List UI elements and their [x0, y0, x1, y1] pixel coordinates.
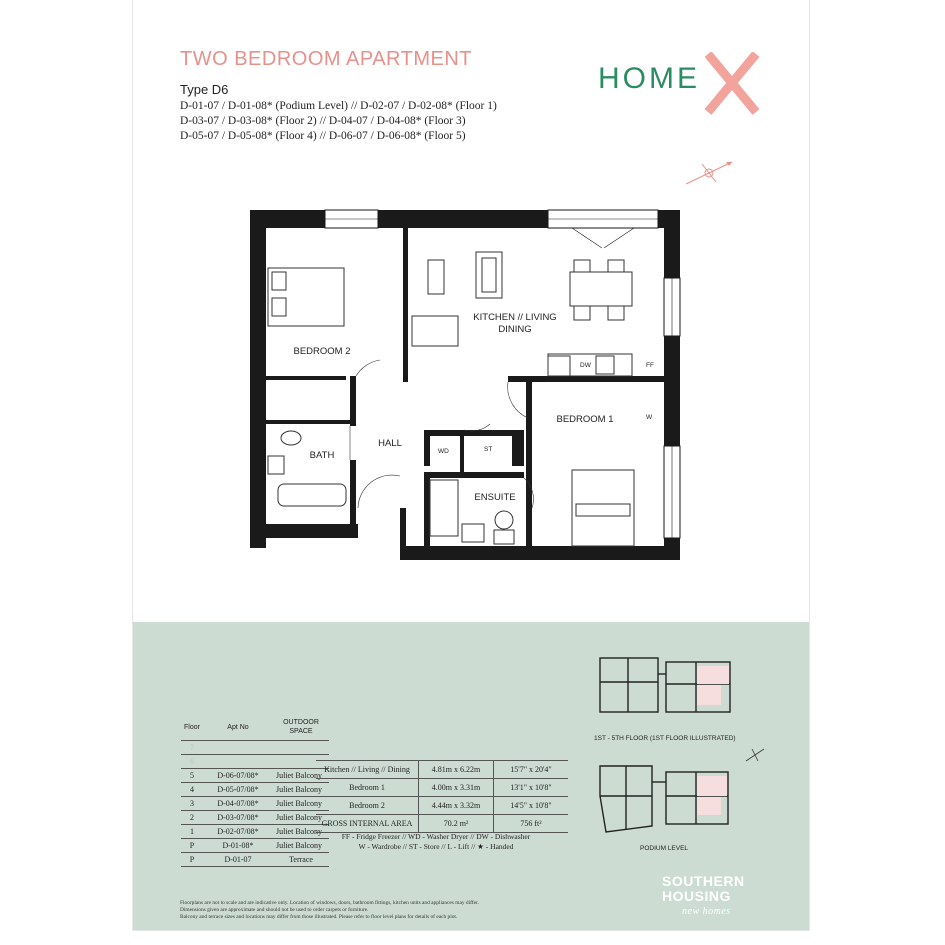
north-compass-icon	[682, 156, 738, 190]
floor-cell: 5	[181, 769, 203, 783]
disclaimer-line: Balcony and terrace sizes and locations may differ from those illustrated. Please refer to floor level plans for details of each plot.	[180, 914, 458, 920]
table-row	[181, 811, 329, 825]
room-label-bedroom2: BEDROOM 2	[293, 346, 351, 357]
tag-dw: DW	[580, 362, 591, 369]
outdoor-header: OUTDOOR SPACE	[273, 718, 329, 741]
imperial-cell: 15'7" x 20'4"	[494, 761, 569, 779]
outdoor-cell: Juliet Balcony	[273, 797, 329, 811]
room-cell: Bedroom 2	[316, 797, 419, 815]
apt-cell: D-06-07/08*	[203, 769, 273, 783]
floor-table	[181, 718, 329, 867]
metric-cell: 70.2 m²	[419, 815, 494, 833]
unit-list	[180, 99, 497, 144]
room-cell: GROSS INTERNAL AREA	[316, 815, 419, 833]
brand-line: HOUSING	[662, 888, 731, 904]
page-title: TWO BEDROOM APARTMENT	[180, 48, 472, 70]
imperial-cell: 756 ft²	[494, 815, 569, 833]
room-label-ensuite: ENSUITE	[474, 492, 516, 503]
table-row	[316, 815, 568, 833]
room-cell: Bedroom 1	[316, 779, 419, 797]
logo-x-mark	[598, 52, 763, 116]
room-label-bedroom1: BEDROOM 1	[556, 414, 614, 425]
outdoor-cell: Juliet Balcony	[273, 769, 329, 783]
unit-line: D-05-07 / D-05-08* (Floor 4) // D-06-07 / D-06-08* (Floor 5)	[180, 130, 466, 142]
table-row	[316, 797, 568, 815]
outdoor-cell: Terrace	[273, 853, 329, 867]
outdoor-cell: Juliet Balcony	[273, 839, 329, 853]
table-row	[181, 769, 329, 783]
keyplan-compass-icon	[744, 746, 766, 764]
disclaimer	[180, 900, 600, 921]
room-label-kitchen: KITCHEN // LIVING	[473, 312, 557, 323]
highlight-unit	[697, 776, 727, 796]
upper-floor-keyplan	[596, 654, 736, 716]
apartment-type: Type D6	[180, 82, 229, 97]
brand-line: SOUTHERN	[662, 873, 745, 889]
table-row	[181, 853, 329, 867]
podium-keyplan-label: PODIUM LEVEL	[640, 845, 689, 852]
unit-line: D-01-07 / D-01-08* (Podium Level) // D-02-07 / D-02-08* (Floor 1)	[180, 100, 497, 112]
floor-cell: 7	[181, 741, 203, 755]
imperial-cell: 13'1" x 10'8"	[494, 779, 569, 797]
table-row	[181, 783, 329, 797]
legend-line: FF - Fridge Freezer // WD - Washer Dryer // DW - Dishwasher	[341, 832, 531, 841]
apt-cell: D-04-07/08*	[203, 797, 273, 811]
apt-cell: D-02-07/08*	[203, 825, 273, 839]
room-label-hall: HALL	[378, 438, 402, 449]
outdoor-cell: Juliet Balcony	[273, 811, 329, 825]
metric-cell: 4.44m x 3.32m	[419, 797, 494, 815]
floor-cell: 1	[181, 825, 203, 839]
outdoor-cell	[273, 741, 329, 755]
area-table	[316, 760, 568, 833]
outdoor-cell: Juliet Balcony	[273, 783, 329, 797]
floor-cell: 4	[181, 783, 203, 797]
table-row	[181, 755, 329, 769]
legend-line: W - Wardrobe // ST - Store // L - Lift // ★ - Handed	[358, 842, 514, 851]
upper-keyplan-label: 1ST - 5TH FLOOR (1ST FLOOR ILLUSTRATED)	[594, 735, 736, 742]
table-row	[181, 741, 329, 755]
floor-cell: P	[181, 839, 203, 853]
unit-line: D-03-07 / D-03-08* (Floor 2) // D-04-07 / D-04-08* (Floor 3)	[180, 115, 466, 127]
outdoor-cell: Juliet Balcony	[273, 825, 329, 839]
apt-cell	[203, 755, 273, 769]
apt-cell: D-01-08*	[203, 839, 273, 853]
table-row	[316, 779, 568, 797]
floor-plan-drawing	[250, 208, 686, 560]
tag-ff: FF	[646, 362, 654, 369]
floor-cell: 6	[181, 755, 203, 769]
imperial-cell: 14'5" x 10'8"	[494, 797, 569, 815]
table-row	[316, 761, 568, 779]
highlight-unit	[697, 797, 721, 815]
metric-cell: 4.00m x 3.31m	[419, 779, 494, 797]
room-label-dining: DINING	[498, 324, 532, 335]
disclaimer-line: Dimensions given are approximate and should not be used to order carpets or furniture.	[180, 907, 369, 913]
apt-cell: D-01-07	[203, 853, 273, 867]
metric-cell: 4.81m x 6.22m	[419, 761, 494, 779]
logo-text: HOME	[598, 62, 700, 95]
table-row	[181, 839, 329, 853]
apt-header: Apt No	[203, 718, 273, 741]
disclaimer-line: Floorplans are not to scale and are indicative only. Location of windows, doors, bathroom fittings, kitchen units and appliances may differ.	[180, 900, 479, 906]
room-cell: Kitchen // Living // Dining	[316, 761, 419, 779]
apt-cell: D-03-07/08*	[203, 811, 273, 825]
room-label-bath: BATH	[309, 450, 335, 461]
table-row	[181, 797, 329, 811]
southern-housing-logo	[662, 874, 745, 919]
floor-cell: P	[181, 853, 203, 867]
apt-cell	[203, 741, 273, 755]
floor-plan	[250, 208, 686, 560]
table-row	[181, 825, 329, 839]
apt-cell: D-05-07/08*	[203, 783, 273, 797]
tag-wd: WD	[438, 448, 449, 455]
homex-logo	[598, 52, 763, 116]
tag-w: W	[646, 414, 653, 421]
highlight-unit	[697, 666, 729, 684]
tag-st: ST	[484, 446, 493, 453]
abbreviation-legend	[316, 832, 556, 852]
brand-tagline: new homes	[682, 906, 731, 917]
highlight-unit	[697, 685, 721, 705]
floor-cell: 3	[181, 797, 203, 811]
floor-cell: 2	[181, 811, 203, 825]
floor-header: Floor	[181, 718, 203, 741]
podium-keyplan	[594, 756, 734, 838]
